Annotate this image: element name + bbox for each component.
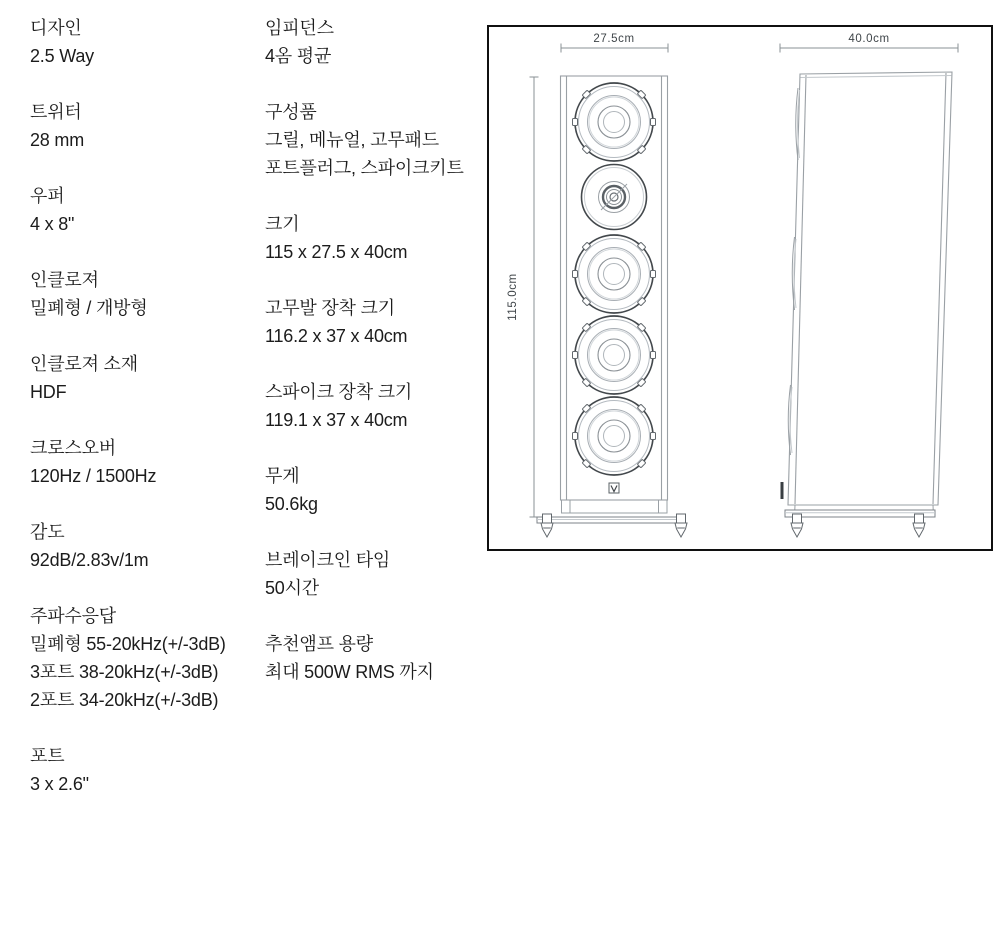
spec-value: 116.2 x 37 x 40cm bbox=[265, 326, 408, 346]
spec-value: 92dB/2.83v/1m bbox=[30, 550, 149, 570]
spec-value: 2포트 34-20kHz(+/-3dB) bbox=[30, 690, 219, 710]
spec-value: 밀폐형 55-20kHz(+/-3dB) bbox=[30, 634, 226, 654]
spec-block bbox=[30, 182, 265, 238]
spec-block bbox=[30, 98, 265, 154]
spec-value: 4옴 평균 bbox=[265, 46, 332, 66]
spec-value: 115 x 27.5 x 40cm bbox=[265, 242, 408, 262]
spec-block bbox=[265, 210, 497, 266]
diagram-border bbox=[488, 26, 992, 550]
spec-label: 감도 bbox=[30, 522, 65, 542]
spec-block bbox=[265, 630, 497, 686]
spec-column-left bbox=[30, 14, 265, 826]
spec-label: 임피던스 bbox=[265, 18, 334, 38]
terminal-mark bbox=[781, 482, 784, 499]
spec-label: 추천앰프 용량 bbox=[265, 634, 373, 654]
spec-column-middle bbox=[265, 14, 497, 714]
height-label: 115.0cm bbox=[507, 273, 519, 321]
spec-label: 무게 bbox=[265, 466, 300, 486]
spec-block bbox=[30, 602, 265, 714]
spec-value: 최대 500W RMS 까지 bbox=[265, 662, 434, 682]
spec-block bbox=[265, 546, 497, 602]
spec-value: 120Hz / 1500Hz bbox=[30, 466, 157, 486]
spec-block bbox=[30, 518, 265, 574]
spec-label: 브레이크인 타임 bbox=[265, 550, 391, 570]
spec-value: 50시간 bbox=[265, 578, 319, 598]
drawing-canvas bbox=[487, 25, 993, 551]
spec-block bbox=[30, 14, 265, 70]
spec-value: 3 x 2.6" bbox=[30, 774, 89, 794]
spec-label: 디자인 bbox=[30, 18, 82, 38]
spec-label: 크기 bbox=[265, 214, 300, 234]
spec-label: 트위터 bbox=[30, 102, 82, 122]
spec-label: 포트 bbox=[30, 746, 65, 766]
spec-block bbox=[30, 266, 265, 322]
spec-block bbox=[30, 434, 265, 490]
spec-label: 크로스오버 bbox=[30, 438, 116, 458]
spec-block bbox=[265, 14, 497, 70]
spec-value: 그릴, 메뉴얼, 고무패드 bbox=[265, 130, 439, 150]
spec-label: 고무발 장착 크기 bbox=[265, 298, 395, 318]
spec-value: 2.5 Way bbox=[30, 46, 94, 66]
spec-label: 우퍼 bbox=[30, 186, 65, 206]
spec-label: 주파수응답 bbox=[30, 606, 116, 626]
spec-value: 밀폐형 / 개방형 bbox=[30, 298, 148, 318]
spec-value: 119.1 x 37 x 40cm bbox=[265, 410, 408, 430]
spec-value: 포트플러그, 스파이크키트 bbox=[265, 158, 464, 178]
spec-label: 인클로져 bbox=[30, 270, 99, 290]
spec-block bbox=[265, 462, 497, 518]
spec-label: 스파이크 장착 크기 bbox=[265, 382, 413, 402]
spec-block bbox=[265, 378, 497, 434]
spec-value: HDF bbox=[30, 382, 67, 402]
spec-value: 4 x 8" bbox=[30, 214, 75, 234]
spec-block bbox=[265, 98, 497, 182]
depth-label: 40.0cm bbox=[848, 33, 890, 45]
spec-block bbox=[265, 294, 497, 350]
spec-value: 3포트 38-20kHz(+/-3dB) bbox=[30, 662, 219, 682]
speaker-technical-drawing bbox=[487, 25, 993, 551]
spec-block bbox=[30, 742, 265, 798]
spec-value: 28 mm bbox=[30, 130, 85, 150]
front-width-label: 27.5cm bbox=[593, 33, 635, 45]
spec-label: 인클로져 소재 bbox=[30, 354, 138, 374]
spec-block bbox=[30, 350, 265, 406]
spec-value: 50.6kg bbox=[265, 494, 318, 514]
spec-label: 구성품 bbox=[265, 102, 317, 122]
